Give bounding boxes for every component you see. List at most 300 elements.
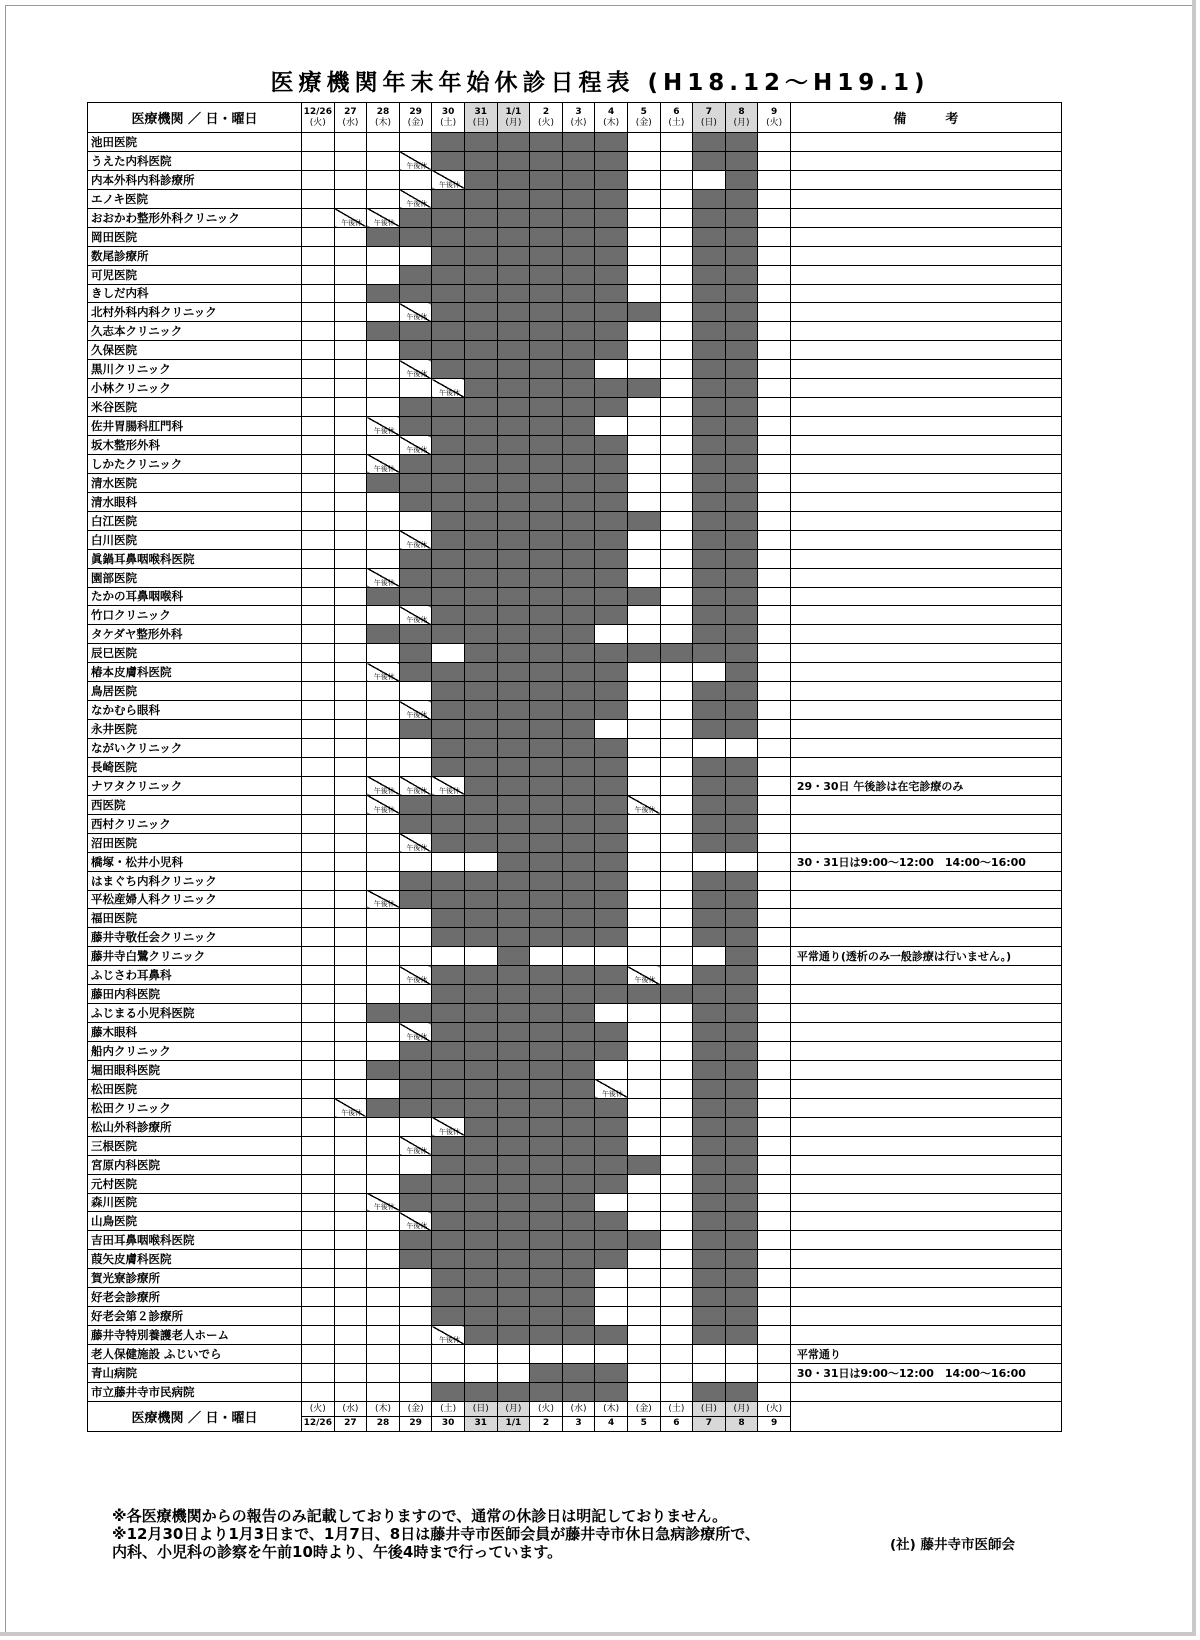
closed-cell: [497, 776, 530, 795]
open-cell: [660, 530, 693, 549]
institution-name: 岡田医院: [88, 227, 302, 246]
open-cell: [627, 720, 660, 739]
institution-name: 吉田耳鼻咽喉科医院: [88, 1231, 302, 1250]
closed-cell: [627, 379, 660, 398]
open-cell: [758, 303, 791, 322]
day-weekday: (金): [635, 117, 652, 128]
closed-cell: [595, 322, 628, 341]
row-note: [790, 1174, 1061, 1193]
closed-cell: [725, 1250, 758, 1269]
open-cell: [334, 890, 367, 909]
open-cell: [758, 322, 791, 341]
open-cell: [660, 795, 693, 814]
open-cell: [725, 852, 758, 871]
open-cell: [562, 1345, 595, 1364]
closed-cell: [693, 625, 726, 644]
closed-cell: [530, 1269, 563, 1288]
table-row: [88, 739, 1062, 758]
closed-cell: [464, 511, 497, 530]
closed-cell: [399, 1174, 432, 1193]
closed-cell: [432, 473, 465, 492]
closed-cell: [562, 454, 595, 473]
day-footer: [399, 1401, 432, 1431]
afternoon-closed-cell: [367, 208, 400, 227]
day-weekday: (月): [733, 117, 750, 128]
afternoon-closed-cell: [399, 151, 432, 170]
open-cell: [627, 814, 660, 833]
open-cell: [693, 170, 726, 189]
open-cell: [334, 947, 367, 966]
closed-cell: [725, 833, 758, 852]
footer-row: [88, 1401, 1062, 1431]
open-cell: [334, 852, 367, 871]
closed-cell: [530, 776, 563, 795]
row-note: [790, 1288, 1061, 1307]
closed-cell: [464, 587, 497, 606]
closed-cell: [562, 1098, 595, 1117]
table-row: [88, 1382, 1062, 1401]
open-cell: [627, 1004, 660, 1023]
day-number: 31: [474, 1417, 488, 1428]
open-cell: [627, 1269, 660, 1288]
open-cell: [302, 625, 335, 644]
table-row: [88, 1212, 1062, 1231]
institution-name: 清水眼科: [88, 492, 302, 511]
open-cell: [627, 530, 660, 549]
open-cell: [758, 492, 791, 511]
institution-name: 松田クリニック: [88, 1098, 302, 1117]
afternoon-closed-mark: 午後休: [406, 1222, 428, 1231]
open-cell: [758, 1382, 791, 1401]
closed-cell: [497, 1174, 530, 1193]
open-cell: [660, 133, 693, 152]
institution-name: 藤木眼科: [88, 1023, 302, 1042]
open-cell: [660, 1326, 693, 1345]
open-cell: [627, 701, 660, 720]
closed-cell: [399, 644, 432, 663]
closed-cell: [432, 1307, 465, 1326]
closed-cell: [693, 492, 726, 511]
open-cell: [334, 322, 367, 341]
row-note: [790, 1231, 1061, 1250]
closed-cell: [399, 1004, 432, 1023]
day-number: 27: [344, 106, 357, 117]
closed-cell: [562, 1363, 595, 1382]
closed-cell: [693, 246, 726, 265]
row-note: [790, 265, 1061, 284]
open-cell: [660, 909, 693, 928]
institution-name: 賀光寮診療所: [88, 1269, 302, 1288]
closed-cell: [530, 966, 563, 985]
open-cell: [660, 739, 693, 758]
closed-cell: [464, 833, 497, 852]
closed-cell: [562, 379, 595, 398]
table-row: [88, 208, 1062, 227]
closed-cell: [562, 473, 595, 492]
open-cell: [660, 947, 693, 966]
table-row: [88, 1174, 1062, 1193]
closed-cell: [497, 1042, 530, 1061]
row-note: [790, 833, 1061, 852]
closed-cell: [464, 341, 497, 360]
institution-name: 好老会第２診療所: [88, 1307, 302, 1326]
closed-cell: [432, 133, 465, 152]
open-cell: [302, 1174, 335, 1193]
institution-name: 久保医院: [88, 341, 302, 360]
open-cell: [334, 1288, 367, 1307]
afternoon-closed-mark: 午後休: [406, 445, 428, 454]
open-cell: [758, 1345, 791, 1364]
open-cell: [367, 246, 400, 265]
closed-cell: [399, 625, 432, 644]
closed-cell: [693, 265, 726, 284]
row-note: [790, 170, 1061, 189]
closed-cell: [432, 739, 465, 758]
row-note: [790, 928, 1061, 947]
closed-cell: [497, 947, 530, 966]
closed-cell: [693, 682, 726, 701]
open-cell: [758, 151, 791, 170]
open-cell: [399, 1345, 432, 1364]
table-row: [88, 511, 1062, 530]
closed-cell: [725, 890, 758, 909]
day-number: 6: [673, 1417, 680, 1428]
institution-name: 椿本皮膚科医院: [88, 663, 302, 682]
open-cell: [367, 1231, 400, 1250]
closed-cell: [497, 492, 530, 511]
closed-cell: [693, 1004, 726, 1023]
table-row: [88, 1193, 1062, 1212]
closed-cell: [464, 682, 497, 701]
row-note: [790, 1098, 1061, 1117]
open-cell: [367, 530, 400, 549]
institution-name: 眞鍋耳鼻咽喉科医院: [88, 549, 302, 568]
open-cell: [627, 928, 660, 947]
row-note: [790, 568, 1061, 587]
open-cell: [530, 947, 563, 966]
row-note: [790, 757, 1061, 776]
open-cell: [627, 208, 660, 227]
row-note: [790, 284, 1061, 303]
closed-cell: [530, 398, 563, 417]
open-cell: [334, 246, 367, 265]
afternoon-closed-cell: [627, 795, 660, 814]
closed-cell: [367, 227, 400, 246]
day-number: 2: [542, 106, 550, 117]
closed-cell: [627, 587, 660, 606]
open-cell: [627, 1326, 660, 1345]
closed-cell: [497, 454, 530, 473]
open-cell: [334, 966, 367, 985]
open-cell: [627, 1174, 660, 1193]
day-weekday: (土): [440, 117, 457, 128]
open-cell: [758, 682, 791, 701]
closed-cell: [725, 473, 758, 492]
closed-cell: [399, 265, 432, 284]
closed-cell: [530, 890, 563, 909]
open-cell: [660, 398, 693, 417]
day-weekday: (火): [302, 1403, 334, 1417]
afternoon-closed-mark: 午後休: [406, 313, 428, 322]
closed-cell: [562, 133, 595, 152]
closed-cell: [464, 1004, 497, 1023]
afternoon-closed-cell: [399, 436, 432, 455]
afternoon-closed-mark: 午後休: [373, 464, 395, 473]
open-cell: [334, 1326, 367, 1345]
row-note: [790, 701, 1061, 720]
closed-cell: [725, 625, 758, 644]
institution-name: 平松産婦人科クリニック: [88, 890, 302, 909]
closed-cell: [497, 663, 530, 682]
closed-cell: [693, 720, 726, 739]
institution-name: 坂木整形外科: [88, 436, 302, 455]
open-cell: [660, 1231, 693, 1250]
closed-cell: [693, 530, 726, 549]
closed-cell: [725, 1136, 758, 1155]
closed-cell: [693, 701, 726, 720]
institution-name: 長崎医院: [88, 757, 302, 776]
open-cell: [627, 1212, 660, 1231]
row-note: [790, 682, 1061, 701]
closed-cell: [595, 663, 628, 682]
open-cell: [758, 417, 791, 436]
open-cell: [660, 1269, 693, 1288]
open-cell: [464, 947, 497, 966]
closed-cell: [530, 417, 563, 436]
day-weekday: (日): [693, 1403, 725, 1417]
open-cell: [627, 871, 660, 890]
open-cell: [627, 473, 660, 492]
open-cell: [302, 170, 335, 189]
closed-cell: [562, 360, 595, 379]
day-weekday: (木): [367, 1403, 399, 1417]
closed-cell: [725, 682, 758, 701]
open-cell: [758, 928, 791, 947]
open-cell: [660, 189, 693, 208]
closed-cell: [693, 644, 726, 663]
closed-cell: [432, 1155, 465, 1174]
table-row: [88, 473, 1062, 492]
open-cell: [627, 265, 660, 284]
table-row: [88, 1307, 1062, 1326]
open-cell: [758, 133, 791, 152]
closed-cell: [595, 776, 628, 795]
closed-cell: [562, 1250, 595, 1269]
closed-cell: [595, 814, 628, 833]
afternoon-closed-mark: 午後休: [373, 427, 395, 435]
open-cell: [627, 189, 660, 208]
open-cell: [758, 985, 791, 1004]
open-cell: [595, 360, 628, 379]
institution-name: 三根医院: [88, 1136, 302, 1155]
open-cell: [627, 663, 660, 682]
closed-cell: [725, 1307, 758, 1326]
afternoon-closed-cell: [399, 701, 432, 720]
day-number: 2: [542, 1417, 550, 1428]
afternoon-closed-cell: [399, 1212, 432, 1231]
open-cell: [627, 625, 660, 644]
closed-cell: [595, 170, 628, 189]
day-footer: [334, 1401, 367, 1431]
closed-cell: [530, 833, 563, 852]
row-note: 平常通り(透析のみ一般診療は行いません。): [790, 947, 1061, 966]
open-cell: [660, 625, 693, 644]
day-number: 4: [608, 1417, 615, 1428]
table-row: [88, 1136, 1062, 1155]
afternoon-closed-mark: 午後休: [406, 199, 428, 208]
open-cell: [334, 1155, 367, 1174]
open-cell: [627, 852, 660, 871]
closed-cell: [627, 1155, 660, 1174]
open-cell: [302, 284, 335, 303]
institution-name: 山鳥医院: [88, 1212, 302, 1231]
open-cell: [595, 1345, 628, 1364]
open-cell: [432, 947, 465, 966]
institution-name: はまぐち内科クリニック: [88, 871, 302, 890]
open-cell: [758, 511, 791, 530]
afternoon-closed-cell: [432, 1117, 465, 1136]
closed-cell: [693, 795, 726, 814]
closed-cell: [367, 284, 400, 303]
open-cell: [660, 1345, 693, 1364]
closed-cell: [530, 1042, 563, 1061]
open-cell: [758, 530, 791, 549]
header-label: 医療機関 ／ 日・曜日: [88, 103, 302, 133]
closed-cell: [530, 606, 563, 625]
open-cell: [627, 1117, 660, 1136]
open-cell: [367, 1174, 400, 1193]
open-cell: [399, 1326, 432, 1345]
closed-cell: [432, 871, 465, 890]
closed-cell: [432, 1250, 465, 1269]
closed-cell: [562, 720, 595, 739]
closed-cell: [530, 1307, 563, 1326]
closed-cell: [530, 663, 563, 682]
open-cell: [334, 833, 367, 852]
institution-name: 鳥居医院: [88, 682, 302, 701]
closed-cell: [562, 492, 595, 511]
open-cell: [302, 909, 335, 928]
closed-cell: [530, 1060, 563, 1079]
open-cell: [758, 1155, 791, 1174]
table-row: [88, 133, 1062, 152]
closed-cell: [530, 208, 563, 227]
open-cell: [399, 1269, 432, 1288]
closed-cell: [725, 1155, 758, 1174]
closed-cell: [725, 663, 758, 682]
closed-cell: [595, 1250, 628, 1269]
closed-cell: [562, 871, 595, 890]
afternoon-closed-mark: 午後休: [406, 843, 428, 852]
open-cell: [334, 530, 367, 549]
open-cell: [302, 473, 335, 492]
closed-cell: [562, 1326, 595, 1345]
afternoon-closed-cell: [432, 379, 465, 398]
table-row: [88, 833, 1062, 852]
closed-cell: [725, 795, 758, 814]
open-cell: [302, 1326, 335, 1345]
open-cell: [302, 1382, 335, 1401]
row-note: [790, 360, 1061, 379]
closed-cell: [725, 530, 758, 549]
table-row: [88, 227, 1062, 246]
closed-cell: [399, 587, 432, 606]
afternoon-closed-mark: 午後休: [634, 805, 656, 814]
closed-cell: [530, 170, 563, 189]
open-cell: [660, 1023, 693, 1042]
open-cell: [660, 379, 693, 398]
closed-cell: [595, 795, 628, 814]
afternoon-closed-cell: [334, 1098, 367, 1117]
day-number: 12/26: [303, 106, 332, 117]
row-note: [790, 454, 1061, 473]
day-footer: [302, 1401, 335, 1431]
closed-cell: [595, 398, 628, 417]
open-cell: [627, 341, 660, 360]
day-weekday: (日): [700, 117, 717, 128]
institution-name: 北村外科内科クリニック: [88, 303, 302, 322]
open-cell: [660, 1363, 693, 1382]
closed-cell: [725, 606, 758, 625]
row-note: [790, 1004, 1061, 1023]
closed-cell: [595, 265, 628, 284]
open-cell: [334, 814, 367, 833]
day-number: 3: [575, 106, 582, 117]
closed-cell: [562, 1269, 595, 1288]
closed-cell: [464, 170, 497, 189]
closed-cell: [595, 1174, 628, 1193]
closed-cell: [562, 1155, 595, 1174]
open-cell: [660, 170, 693, 189]
row-note: [790, 644, 1061, 663]
open-cell: [302, 1269, 335, 1288]
closed-cell: [725, 1117, 758, 1136]
closed-cell: [432, 322, 465, 341]
open-cell: [627, 568, 660, 587]
open-cell: [660, 1079, 693, 1098]
open-cell: [334, 568, 367, 587]
afternoon-closed-cell: [367, 454, 400, 473]
footnotes: [112, 1507, 760, 1561]
row-note: [790, 625, 1061, 644]
closed-cell: [432, 1193, 465, 1212]
closed-cell: [530, 1326, 563, 1345]
open-cell: [367, 436, 400, 455]
open-cell: [464, 1345, 497, 1364]
closed-cell: [530, 492, 563, 511]
closed-cell: [693, 151, 726, 170]
open-cell: [627, 549, 660, 568]
closed-cell: [497, 530, 530, 549]
institution-name: 西医院: [88, 795, 302, 814]
closed-cell: [464, 1382, 497, 1401]
closed-cell: [562, 1060, 595, 1079]
afternoon-closed-cell: [367, 1193, 400, 1212]
open-cell: [367, 1307, 400, 1326]
closed-cell: [432, 511, 465, 530]
open-cell: [627, 1382, 660, 1401]
closed-cell: [725, 928, 758, 947]
closed-cell: [432, 606, 465, 625]
closed-cell: [562, 1307, 595, 1326]
open-cell: [660, 1382, 693, 1401]
closed-cell: [497, 757, 530, 776]
open-cell: [660, 871, 693, 890]
table-row: [88, 682, 1062, 701]
open-cell: [595, 1269, 628, 1288]
day-number: 1/1: [505, 1417, 522, 1428]
open-cell: [627, 682, 660, 701]
